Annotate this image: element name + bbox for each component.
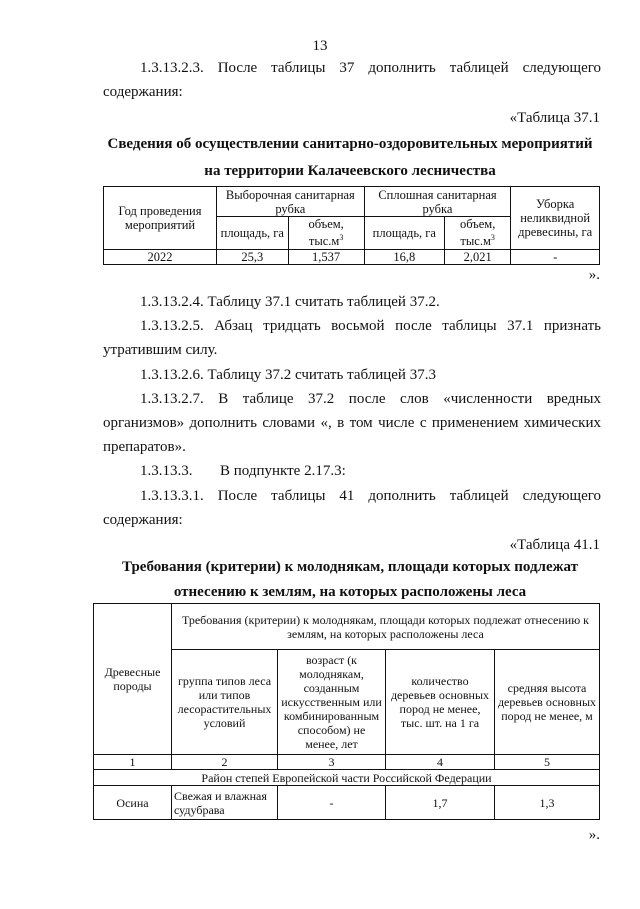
- head-sel-area: площадь, га: [217, 217, 289, 250]
- page-number: 13: [312, 38, 328, 54]
- cell-clr-area: 16,8: [364, 250, 444, 265]
- head-clear-cut: Сплошная санитарная рубка: [364, 187, 511, 217]
- paragraph-continuation: утратившим силу.: [103, 342, 218, 358]
- paragraph-1-3-13-2-4: 1.3.13.2.4. Таблицу 37.1 считать таблицей 37.2.: [140, 294, 440, 310]
- paragraph-1-3-13-2-6: 1.3.13.2.6. Таблицу 37.2 считать таблицей 37.3: [140, 367, 436, 383]
- table-37-1-title-line1: Сведения об осуществлении санитарно-оздоровительных мероприятий: [107, 136, 593, 152]
- table-row: [104, 250, 600, 265]
- cell-species: Осина: [94, 786, 172, 820]
- table-37-1-end-mark: ».: [588, 267, 600, 283]
- paragraph-1-3-13-3-1: 1.3.13.3.1. После таблицы 41 дополнить таблицей следующего: [140, 488, 601, 504]
- head-species: Древесные породы: [94, 604, 172, 755]
- cell-sel-area: 25,3: [217, 250, 289, 265]
- paragraph-1-3-13-3-number: 1.3.13.3.: [140, 463, 193, 479]
- head-cleanup: Уборка неликвидной древесины, га: [511, 187, 600, 250]
- head-selective-cut: Выборочная санитарная рубка: [217, 187, 365, 217]
- table-row-column-numbers: [94, 755, 600, 770]
- col-number: 4: [386, 755, 495, 770]
- cell-year: 2022: [104, 250, 217, 265]
- head-age: возраст (к молоднякам, созданным искусственным или комбинированным способом) не менее, лет: [278, 650, 386, 755]
- cell-age: -: [278, 786, 386, 820]
- head-sel-volume: объем, $тыс.м^3$: [288, 217, 364, 250]
- table-row: [94, 786, 600, 820]
- paragraph-1-3-13-2-3: 1.3.13.2.3. После таблицы 37 дополнить таблицей следующего: [140, 60, 601, 76]
- head-tree-count: количество деревьев основных пород не менее, тыс. шт. на 1 га: [386, 650, 495, 755]
- head-year: Год проведения мероприятий: [104, 187, 217, 250]
- region-heading: Район степей Европейской части Российской Федерации: [94, 770, 600, 786]
- table-41-1: [93, 603, 600, 820]
- table-37-1-caption: «Таблица 37.1: [509, 110, 600, 126]
- cell-mean-height: 1,3: [495, 786, 600, 820]
- paragraph-1-3-13-3-text: В подпункте 2.17.3:: [220, 463, 346, 479]
- col-number: 3: [278, 755, 386, 770]
- table-37-1: [103, 186, 600, 265]
- head-clr-volume: объем, $тыс.м^3$: [444, 217, 510, 250]
- table-41-1-title-line1: Требования (критерии) к молоднякам, площади которых подлежат: [122, 559, 578, 575]
- table-37-1-title-line2: на территории Калачеевского лесничества: [204, 163, 496, 179]
- table-41-1-caption: «Таблица 41.1: [509, 537, 600, 553]
- cell-cleanup: -: [511, 250, 600, 265]
- col-number: 1: [94, 755, 172, 770]
- cell-sel-volume: 1,537: [288, 250, 364, 265]
- cell-forest-type: Свежая и влажная судубрава: [172, 786, 278, 820]
- head-mean-height: средняя высота деревьев основных пород не менее, м: [495, 650, 600, 755]
- cell-tree-count: 1,7: [386, 786, 495, 820]
- paragraph-continuation: препаратов».: [103, 439, 186, 455]
- table-41-1-title-line2: отнесению к землям, на которых расположены леса: [173, 584, 527, 600]
- paragraph-continuation: содержания:: [103, 84, 183, 100]
- head-requirements: Требования (критерии) к молоднякам, площади которых подлежат отнесению к землям, на которых расположены леса: [172, 604, 600, 650]
- paragraph-continuation: содержания:: [103, 512, 183, 528]
- col-number: 5: [495, 755, 600, 770]
- head-clr-area: площадь, га: [364, 217, 444, 250]
- paragraph-1-3-13-2-5: 1.3.13.2.5. Абзац тридцать восьмой после таблицы 37.1 признать: [140, 318, 601, 334]
- paragraph-continuation: организмов» дополнить словами «, в том числе с применением химических: [103, 415, 601, 431]
- head-forest-type: группа типов леса или типов лесорастительных условий: [172, 650, 278, 755]
- paragraph-1-3-13-2-7: 1.3.13.2.7. В таблице 37.2 после слов «численности вредных: [140, 391, 601, 407]
- cell-clr-volume: 2,021: [444, 250, 510, 265]
- table-41-1-end-mark: ».: [588, 827, 600, 843]
- col-number: 2: [172, 755, 278, 770]
